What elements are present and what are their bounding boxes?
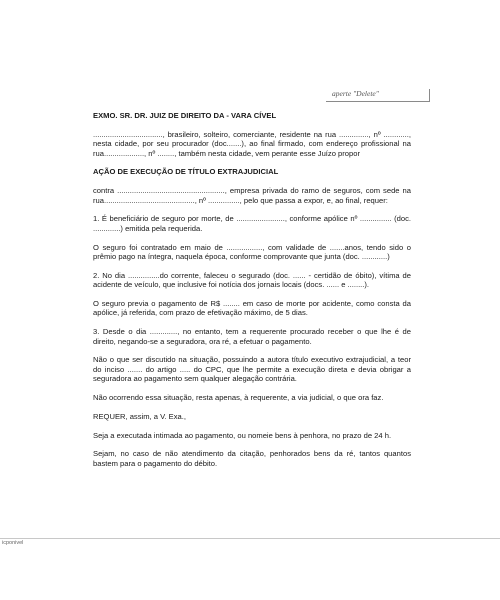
paragraph-contra: contra ..................................................., empresa privada do ramo de seguros, com sede na rua..........................................., nº ..............., pelo que passa a expor, e, ao final, requer: [93,186,411,205]
paragraph-seja-intimada: Seja a executada intimada ao pagamento, ou nomeie bens à penhora, no prazo de 24 h. [93,430,392,440]
intro-paragraph: ................................., brasileiro, solteiro, comerciante, residente na rua .............., nº ............, nesta cidade, por seu procurador (doc.......), ao final firmado, com endereço profissional na rua..................., nº ........, também nesta cidade, vem perante esse Juízo propor [93,129,411,158]
paragraph-nao-ocorrendo: Não ocorrendo essa situação, resta apenas, à requerente, a via judicial, o que ora faz. [93,393,384,403]
delete-hint-box [326,89,430,102]
page-footer-divider [0,538,500,539]
paragraph-seguro-contratado: O seguro foi contratado em maio de ................., com validade de .......anos, tendo sido o prêmio pago na íntegra, naquela época, conforme comprovante que junta (doc. ............) [93,242,411,262]
delete-hint-text: aperte "Delete" [332,89,379,98]
page-footer-text: icponivel [2,540,24,546]
paragraph-seguro-previa: O seguro previa o pagamento de R$ ........ em caso de morte por acidente, como consta da apólice, já referida, com prazo de efetivação máximo, de 5 dias. [93,299,411,318]
petition-document [93,111,411,478]
paragraph-2: 2. No dia ...............do corrente, faleceu o segurado (doc. ...... - certidão de óbito), vítima de acidente de veículo, que inclusive foi notícia dos jornais locais (docs. ...... e ........). [93,270,411,290]
paragraph-nao-o-que: Não o que ser discutido na situação, possuindo a autora título executivo extrajudicial, a teor do inciso ....... do artigo ..... do CPC, que lhe permite a execução direta e devia obrigar a seguradora ao pagamento sem qualquer alegação contrária. [93,355,411,384]
action-title: AÇÃO DE EXECUÇÃO DE TÍTULO EXTRAJUDICIAL [93,167,279,177]
paragraph-requer: REQUER, assim, a V. Exa., [93,411,186,421]
court-address-title: EXMO. SR. DR. JUIZ DE DIREITO DA - VARA CÍVEL [93,111,277,120]
paragraph-sejam-penhorados: Sejam, no caso de não atendimento da citação, penhorados bens da ré, tantos quantos bastem para o pagamento do débito. [93,449,411,468]
paragraph-3: 3. Desde o dia ............., no entanto, tem a requerente procurado receber o que lhe é de direito, negando-se a seguradora, ora ré, a efetuar o pagamento. [93,327,411,346]
paragraph-1: 1. É beneficiário de seguro por morte, de ......................., conforme apólice nº ............... (doc. .............) emitida pela requerida. [93,214,411,233]
